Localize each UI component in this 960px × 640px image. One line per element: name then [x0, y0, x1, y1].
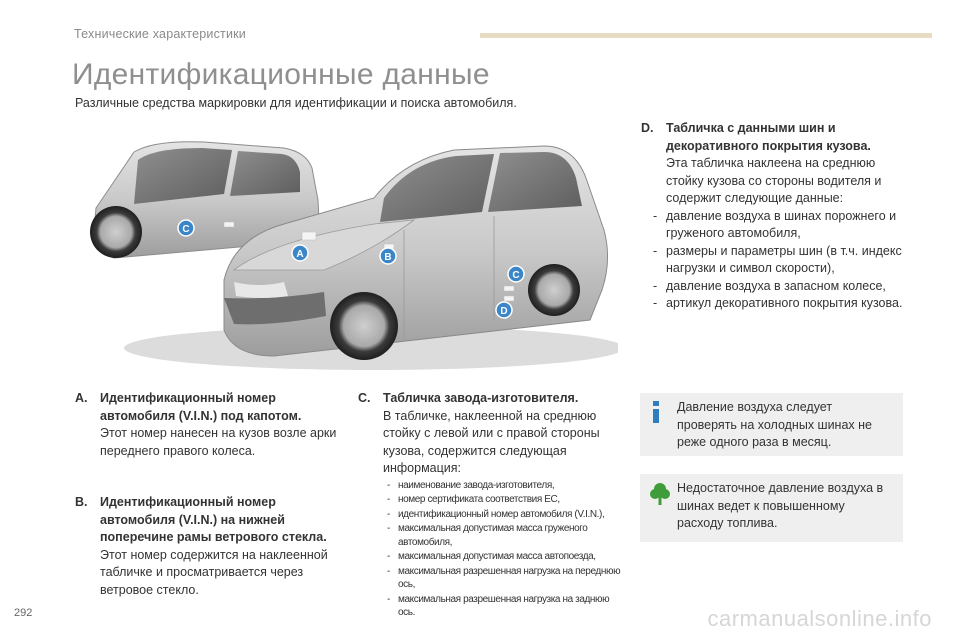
item-d-letter: D.	[641, 121, 654, 135]
list-item: - максимальная разрешенная нагрузка на заднюю ось.	[383, 593, 628, 620]
info-icon	[650, 401, 662, 423]
notice-eco-text: Недостаточное давление воздуха в шинах ведет к повышенному расходу топлива.	[677, 481, 884, 530]
item-c-text: В табличке, наклеенной на среднюю стойку с левой или с правой стороны кузова, содержится следующая информация:	[383, 408, 600, 475]
list-item: - давление воздуха в запасном колесе,	[647, 278, 916, 296]
marker-d	[496, 302, 512, 318]
svg-text:A: A	[296, 249, 304, 260]
section-title: Технические характеристики	[74, 27, 246, 41]
item-b	[75, 494, 340, 599]
notice-eco	[640, 474, 903, 542]
page-number: 292	[14, 607, 33, 619]
rear-wheel	[528, 264, 580, 316]
svg-text:B: B	[384, 252, 392, 263]
item-d-text: Эта табличка наклеена на среднюю стойку кузова со стороны водителя и содержит следующие данные:	[666, 156, 882, 205]
list-item: - идентификационный номер автомобиля (V.I.N.),	[383, 508, 628, 522]
item-a-text: Этот номер нанесен на кузов возле арки переднего правого колеса.	[100, 426, 337, 458]
item-c-list	[383, 479, 628, 620]
item-d-heading: Табличка с данными шин и декоративного покрытия кузова.	[666, 121, 871, 153]
list-item: - наименование завода-изготовителя,	[383, 479, 628, 493]
marker-c-right	[508, 266, 524, 282]
page-title: Идентификационные данные	[72, 58, 490, 91]
list-item: - максимальная допустимая масса груженого автомобиля,	[383, 522, 628, 549]
item-b-letter: B.	[75, 495, 88, 509]
rear-car-wheel	[90, 206, 142, 258]
marker-c-left	[178, 220, 194, 236]
watermark: carmanualsonline.info	[707, 606, 932, 631]
item-d	[641, 120, 916, 313]
item-b-text: Этот номер содержится на наклеенной табличке и просматривается через ветровое стекло.	[100, 547, 328, 597]
item-d-list	[647, 208, 916, 313]
list-item: - максимальная допустимая масса автопоезда,	[383, 550, 628, 564]
page-subtitle: Различные средства маркировки для идентификации и поиска автомобиля.	[75, 96, 517, 110]
notice-info	[640, 393, 903, 456]
svg-text:D: D	[500, 306, 508, 317]
car-illustration	[74, 120, 618, 382]
svg-text:C: C	[182, 224, 190, 235]
item-c-heading: Табличка завода-изготовителя.	[383, 391, 579, 405]
item-c-letter: C.	[358, 391, 371, 405]
marker-a	[292, 245, 308, 261]
item-a-letter: A.	[75, 391, 88, 405]
item-b-heading: Идентификационный номер автомобиля (V.I.N.) на нижней поперечине рамы ветрового стекла.	[100, 495, 327, 544]
item-c	[358, 390, 628, 621]
list-item: - размеры и параметры шин (в т.ч. индекс нагрузки и символ скорости),	[647, 243, 916, 278]
header-rule	[480, 33, 932, 38]
item-a	[75, 390, 340, 460]
notice-info-text: Давление воздуха следует проверять на холодных шинах не реже одного раза в месяц.	[677, 400, 872, 449]
svg-text:C: C	[512, 270, 520, 281]
marker-b	[380, 248, 396, 264]
list-item: - давление воздуха в шинах порожнего и груженого автомобиля,	[647, 208, 916, 243]
list-item: - артикул декоративного покрытия кузова.	[647, 295, 916, 313]
list-item: - максимальная разрешенная нагрузка на переднюю ось,	[383, 565, 628, 592]
front-wheel	[330, 292, 398, 360]
tree-icon	[650, 482, 670, 506]
list-item: - номер сертификата соответствия ЕС,	[383, 493, 628, 507]
item-a-heading: Идентификационный номер автомобиля (V.I.N.) под капотом.	[100, 391, 302, 423]
